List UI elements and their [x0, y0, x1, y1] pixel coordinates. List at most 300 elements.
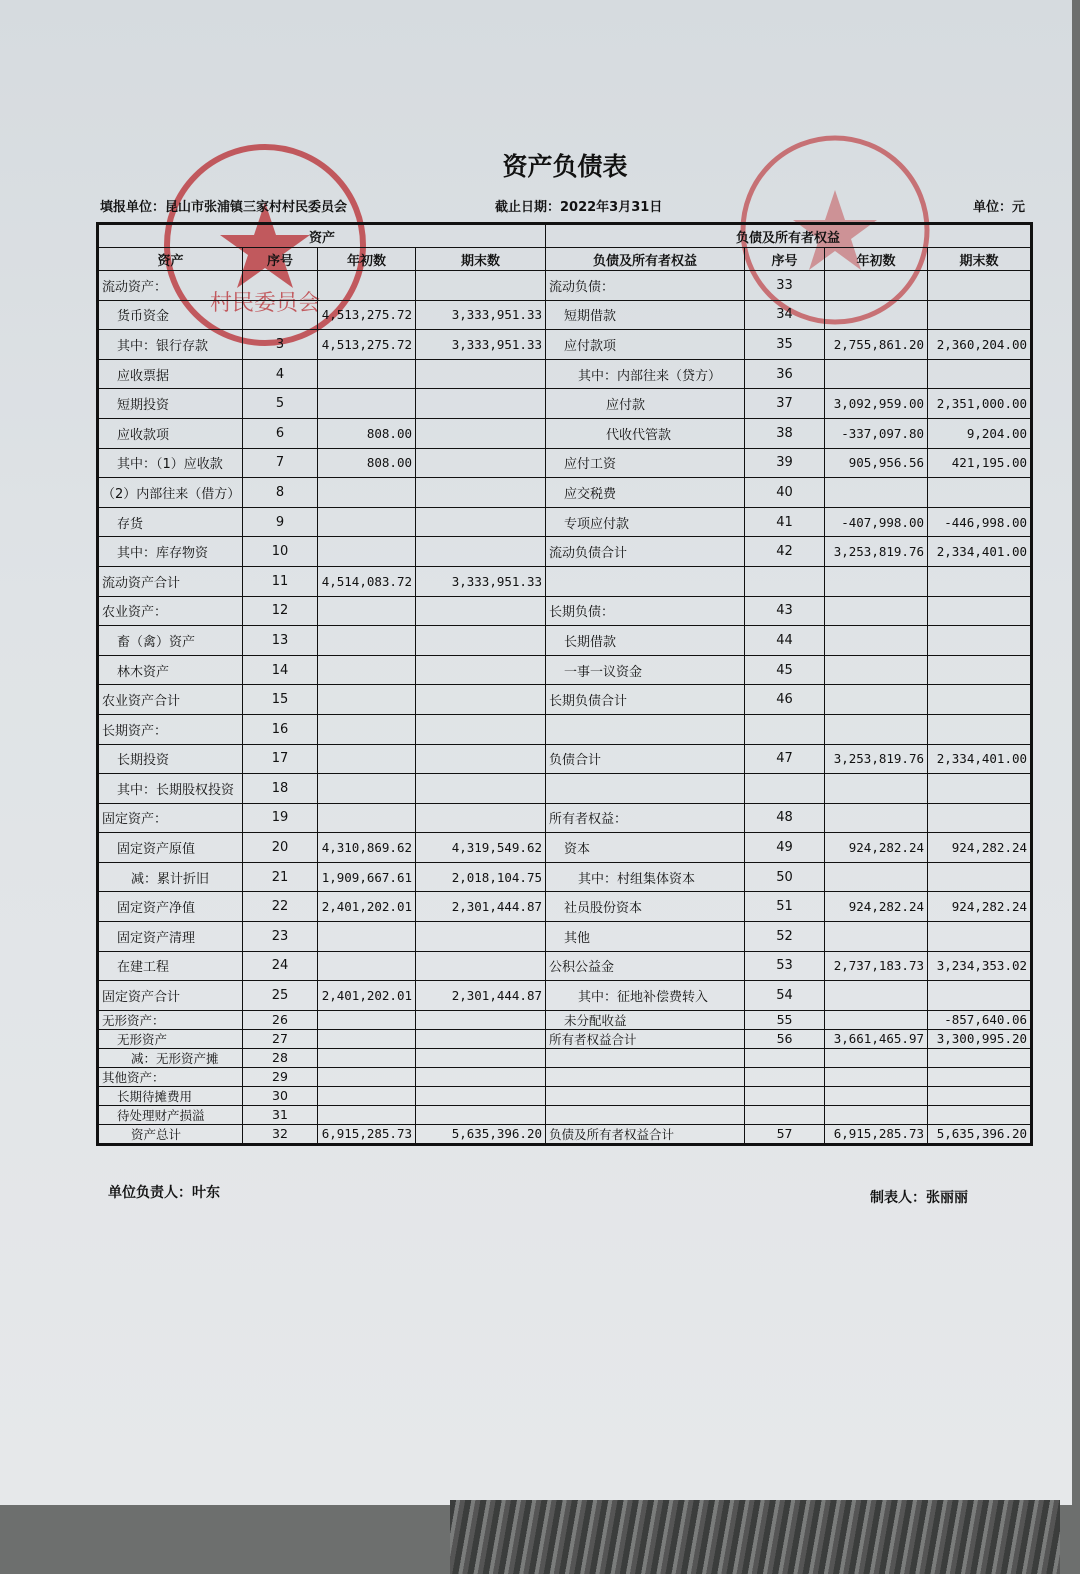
table-row [98, 566, 1032, 596]
liability-seq [745, 1086, 825, 1105]
table-row [98, 1010, 1032, 1029]
asset-name: 减：无形资产摊 [98, 1048, 243, 1067]
table-row [98, 330, 1032, 360]
liability-seq: 47 [745, 744, 825, 774]
asset-name: 减：累计折旧 [98, 862, 243, 892]
asset-begin-value [318, 951, 416, 981]
asset-begin-value [318, 1086, 416, 1105]
asset-name: 其中：库存物资 [98, 537, 243, 567]
liability-seq: 48 [745, 803, 825, 833]
currency-unit: 单位：元 [973, 200, 1026, 215]
asset-name: 农业资产： [98, 596, 243, 626]
liability-begin-value: 3,253,819.76 [825, 537, 928, 567]
liability-name: 流动负债合计 [546, 537, 745, 567]
asset-end-value [416, 478, 546, 508]
asset-name: 其中：（1）应收款 [98, 448, 243, 478]
asset-name: 无形资产： [98, 1010, 243, 1029]
asset-end-value [416, 626, 546, 656]
asset-end-value: 4,319,549.62 [416, 833, 546, 863]
liability-name: 应付款项 [546, 330, 745, 360]
liability-name: 社员股份资本 [546, 892, 745, 922]
liability-name: 长期负债： [546, 596, 745, 626]
asset-seq: 12 [243, 596, 318, 626]
asset-end-value [416, 685, 546, 715]
asset-end-value [416, 1067, 546, 1086]
asset-name: 短期投资 [98, 389, 243, 419]
liability-name: 未分配收益 [546, 1010, 745, 1029]
asset-end-value: 3,333,951.33 [416, 330, 546, 360]
liability-seq: 36 [745, 359, 825, 389]
liability-end-value [928, 1086, 1032, 1105]
asset-seq: 29 [243, 1067, 318, 1086]
asset-name: 流动资产： [98, 271, 243, 301]
table-row [98, 1048, 1032, 1067]
table-row [98, 1124, 1032, 1144]
liability-seq: 42 [745, 537, 825, 567]
liability-seq: 54 [745, 981, 825, 1011]
background-surface [450, 1500, 1060, 1574]
asset-end-value [416, 596, 546, 626]
table-row [98, 951, 1032, 981]
asset-begin-value [318, 271, 416, 301]
liability-begin-value: 3,092,959.00 [825, 389, 928, 419]
asset-seq: 10 [243, 537, 318, 567]
asset-name: 林木资产 [98, 655, 243, 685]
asset-seq: 20 [243, 833, 318, 863]
asset-begin-value [318, 626, 416, 656]
asset-end-value: 3,333,951.33 [416, 566, 546, 596]
asset-begin-value [318, 389, 416, 419]
col-header-end: 期末数 [416, 248, 546, 271]
liability-end-value [928, 981, 1032, 1011]
liability-seq: 43 [745, 596, 825, 626]
table-row [98, 714, 1032, 744]
asset-begin-value [318, 922, 416, 952]
asset-begin-value [318, 685, 416, 715]
liability-seq [745, 566, 825, 596]
asset-name: 资产总计 [98, 1124, 243, 1144]
asset-seq: 13 [243, 626, 318, 656]
assets-group-header: 资产 [98, 224, 546, 248]
asset-name: 固定资产合计 [98, 981, 243, 1011]
liability-end-value [928, 271, 1032, 301]
liability-end-value [928, 922, 1032, 952]
liability-seq: 49 [745, 833, 825, 863]
liability-seq: 41 [745, 507, 825, 537]
asset-end-value [416, 922, 546, 952]
asset-seq: 16 [243, 714, 318, 744]
liability-seq: 52 [745, 922, 825, 952]
asset-seq: 27 [243, 1029, 318, 1048]
asset-name: 长期待摊费用 [98, 1086, 243, 1105]
asset-seq: 31 [243, 1105, 318, 1124]
asset-begin-value: 1,909,667.61 [318, 862, 416, 892]
liability-name [546, 566, 745, 596]
asset-begin-value [318, 1067, 416, 1086]
asset-begin-value [318, 714, 416, 744]
liability-seq [745, 1048, 825, 1067]
asset-end-value [416, 507, 546, 537]
liability-seq: 39 [745, 448, 825, 478]
liability-name: 其中：内部往来（贷方） [546, 359, 745, 389]
liability-seq [745, 1067, 825, 1086]
liability-begin-value [825, 862, 928, 892]
table-row [98, 626, 1032, 656]
liability-name [546, 1067, 745, 1086]
asset-begin-value: 808.00 [318, 448, 416, 478]
asset-seq: 11 [243, 566, 318, 596]
liability-begin-value: 924,282.24 [825, 833, 928, 863]
asset-begin-value [318, 1105, 416, 1124]
asset-end-value [416, 1105, 546, 1124]
asset-name: 固定资产： [98, 803, 243, 833]
asset-name: 畜（禽）资产 [98, 626, 243, 656]
liability-name: 所有者权益： [546, 803, 745, 833]
liability-begin-value [825, 359, 928, 389]
liability-name [546, 774, 745, 804]
table-row [98, 359, 1032, 389]
liability-seq: 37 [745, 389, 825, 419]
asset-name: 其他资产： [98, 1067, 243, 1086]
liability-end-value [928, 1105, 1032, 1124]
asset-begin-value: 4,513,275.72 [318, 300, 416, 330]
table-row [98, 655, 1032, 685]
asset-begin-value: 808.00 [318, 418, 416, 448]
asset-end-value [416, 744, 546, 774]
table-row [98, 685, 1032, 715]
asset-begin-value: 2,401,202.01 [318, 981, 416, 1011]
asset-begin-value: 4,310,869.62 [318, 833, 416, 863]
liability-name: 应付款 [546, 389, 745, 419]
liability-begin-value [825, 478, 928, 508]
asset-begin-value [318, 1048, 416, 1067]
asset-seq: 4 [243, 359, 318, 389]
asset-name: （2）内部往来（借方） [98, 478, 243, 508]
asset-seq [243, 300, 318, 330]
liability-seq: 51 [745, 892, 825, 922]
asset-name: 存货 [98, 507, 243, 537]
liability-begin-value [825, 271, 928, 301]
asset-end-value [416, 1029, 546, 1048]
asset-name: 应收款项 [98, 418, 243, 448]
liability-end-value: 2,334,401.00 [928, 537, 1032, 567]
liability-begin-value [825, 1086, 928, 1105]
asset-seq: 23 [243, 922, 318, 952]
asset-end-value: 2,301,444.87 [416, 981, 546, 1011]
liability-begin-value [825, 981, 928, 1011]
liability-begin-value [825, 774, 928, 804]
liability-name: 所有者权益合计 [546, 1029, 745, 1048]
table-row [98, 507, 1032, 537]
liability-begin-value: 3,253,819.76 [825, 744, 928, 774]
liability-name: 应付工资 [546, 448, 745, 478]
asset-seq: 24 [243, 951, 318, 981]
asset-begin-value: 4,514,083.72 [318, 566, 416, 596]
asset-seq: 18 [243, 774, 318, 804]
liability-seq: 57 [745, 1124, 825, 1144]
table-row [98, 448, 1032, 478]
asset-begin-value [318, 744, 416, 774]
table-row [98, 1067, 1032, 1086]
asset-end-value [416, 389, 546, 419]
table-row [98, 981, 1032, 1011]
liability-seq: 53 [745, 951, 825, 981]
asset-end-value [416, 359, 546, 389]
liability-end-value [928, 1048, 1032, 1067]
liability-begin-value [825, 922, 928, 952]
liability-end-value [928, 300, 1032, 330]
asset-name: 农业资产合计 [98, 685, 243, 715]
cutoff-date: 截止日期：2022年3月31日 [495, 200, 663, 215]
col-header-liabilities: 负债及所有者权益 [546, 248, 745, 271]
liability-name: 负债合计 [546, 744, 745, 774]
table-row [98, 1105, 1032, 1124]
liability-end-value [928, 803, 1032, 833]
asset-seq: 15 [243, 685, 318, 715]
asset-end-value [416, 774, 546, 804]
liability-seq: 46 [745, 685, 825, 715]
asset-name: 货币资金 [98, 300, 243, 330]
asset-seq: 14 [243, 655, 318, 685]
liability-name: 其中：征地补偿费转入 [546, 981, 745, 1011]
col-header-begin-2: 年初数 [825, 248, 928, 271]
asset-end-value [416, 714, 546, 744]
table-row [98, 418, 1032, 448]
liability-seq [745, 774, 825, 804]
asset-name: 流动资产合计 [98, 566, 243, 596]
liability-begin-value [825, 685, 928, 715]
liability-begin-value [825, 714, 928, 744]
balance-sheet-table [96, 222, 1033, 1146]
table-row [98, 1029, 1032, 1048]
reporting-unit: 填报单位：昆山市张浦镇三家村村民委员会 [100, 200, 348, 215]
table-row [98, 537, 1032, 567]
asset-end-value [416, 537, 546, 567]
asset-seq: 28 [243, 1048, 318, 1067]
asset-end-value [416, 655, 546, 685]
asset-end-value [416, 271, 546, 301]
liability-seq: 44 [745, 626, 825, 656]
liability-end-value [928, 596, 1032, 626]
liability-end-value [928, 478, 1032, 508]
liability-begin-value [825, 566, 928, 596]
table-row [98, 271, 1032, 301]
asset-end-value [416, 418, 546, 448]
asset-name: 长期投资 [98, 744, 243, 774]
asset-end-value [416, 803, 546, 833]
liability-end-value: 3,234,353.02 [928, 951, 1032, 981]
asset-name: 长期资产： [98, 714, 243, 744]
col-header-assets: 资产 [98, 248, 243, 271]
table-row [98, 803, 1032, 833]
liability-end-value: -446,998.00 [928, 507, 1032, 537]
asset-begin-value [318, 774, 416, 804]
liability-begin-value: 905,956.56 [825, 448, 928, 478]
asset-seq: 17 [243, 744, 318, 774]
liability-seq: 35 [745, 330, 825, 360]
liability-begin-value: -337,097.80 [825, 418, 928, 448]
asset-begin-value [318, 478, 416, 508]
liability-end-value: 5,635,396.20 [928, 1124, 1032, 1144]
asset-seq: 7 [243, 448, 318, 478]
asset-begin-value [318, 1010, 416, 1029]
asset-begin-value: 6,915,285.73 [318, 1124, 416, 1144]
asset-end-value: 3,333,951.33 [416, 300, 546, 330]
liability-seq [745, 1105, 825, 1124]
liability-name [546, 1086, 745, 1105]
asset-begin-value [318, 507, 416, 537]
asset-end-value [416, 1086, 546, 1105]
table-row [98, 300, 1032, 330]
col-header-end-2: 期末数 [928, 248, 1032, 271]
liability-seq: 50 [745, 862, 825, 892]
liability-begin-value: 3,661,465.97 [825, 1029, 928, 1048]
svg-text:村民委员会: 村民委员会 [209, 291, 321, 316]
liability-end-value [928, 714, 1032, 744]
liabilities-group-header: 负债及所有者权益 [546, 224, 1032, 248]
asset-end-value [416, 448, 546, 478]
liability-begin-value [825, 596, 928, 626]
asset-end-value: 5,635,396.20 [416, 1124, 546, 1144]
liability-end-value [928, 685, 1032, 715]
liability-end-value [928, 626, 1032, 656]
asset-seq: 22 [243, 892, 318, 922]
liability-seq [745, 714, 825, 744]
asset-end-value: 2,018,104.75 [416, 862, 546, 892]
liability-name: 应交税费 [546, 478, 745, 508]
liability-seq: 40 [745, 478, 825, 508]
table-row [98, 744, 1032, 774]
liability-end-value: 924,282.24 [928, 892, 1032, 922]
asset-seq: 25 [243, 981, 318, 1011]
table-row [98, 478, 1032, 508]
asset-name: 固定资产净值 [98, 892, 243, 922]
liability-end-value: 421,195.00 [928, 448, 1032, 478]
asset-begin-value [318, 596, 416, 626]
asset-seq [243, 271, 318, 301]
table-row [98, 596, 1032, 626]
liability-begin-value: 6,915,285.73 [825, 1124, 928, 1144]
asset-name: 在建工程 [98, 951, 243, 981]
liability-end-value [928, 655, 1032, 685]
asset-end-value [416, 951, 546, 981]
table-row [98, 922, 1032, 952]
liability-name: 一事一议资金 [546, 655, 745, 685]
liability-begin-value: 2,737,183.73 [825, 951, 928, 981]
asset-seq: 19 [243, 803, 318, 833]
col-header-seq-2: 序号 [745, 248, 825, 271]
liability-begin-value [825, 1010, 928, 1029]
asset-begin-value [318, 655, 416, 685]
liability-begin-value [825, 626, 928, 656]
liability-name: 公积公益金 [546, 951, 745, 981]
table-row [98, 862, 1032, 892]
liability-name: 资本 [546, 833, 745, 863]
asset-name: 固定资产清理 [98, 922, 243, 952]
liability-end-value: 2,351,000.00 [928, 389, 1032, 419]
asset-seq: 9 [243, 507, 318, 537]
asset-name: 待处理财产损溢 [98, 1105, 243, 1124]
table-row [98, 1086, 1032, 1105]
asset-seq: 6 [243, 418, 318, 448]
liability-end-value: 2,360,204.00 [928, 330, 1032, 360]
preparer: 制表人：张丽丽 [870, 1190, 968, 1206]
liability-begin-value [825, 1067, 928, 1086]
liability-name: 专项应付款 [546, 507, 745, 537]
liability-end-value [928, 774, 1032, 804]
table-row [98, 389, 1032, 419]
asset-begin-value: 2,401,202.01 [318, 892, 416, 922]
liability-end-value: 924,282.24 [928, 833, 1032, 863]
liability-end-value [928, 566, 1032, 596]
liability-name: 短期借款 [546, 300, 745, 330]
asset-seq: 5 [243, 389, 318, 419]
asset-seq: 30 [243, 1086, 318, 1105]
asset-seq: 8 [243, 478, 318, 508]
liability-begin-value: -407,998.00 [825, 507, 928, 537]
liability-begin-value [825, 1048, 928, 1067]
liability-name [546, 1048, 745, 1067]
liability-begin-value [825, 300, 928, 330]
liability-name: 流动负债： [546, 271, 745, 301]
liability-name: 其他 [546, 922, 745, 952]
liability-begin-value [825, 803, 928, 833]
liability-name [546, 714, 745, 744]
asset-end-value [416, 1048, 546, 1067]
liability-name: 负债及所有者权益合计 [546, 1124, 745, 1144]
liability-begin-value [825, 655, 928, 685]
liability-begin-value: 2,755,861.20 [825, 330, 928, 360]
liability-seq: 45 [745, 655, 825, 685]
liability-begin-value: 924,282.24 [825, 892, 928, 922]
asset-begin-value [318, 1029, 416, 1048]
liability-seq: 34 [745, 300, 825, 330]
asset-seq: 32 [243, 1124, 318, 1144]
liability-seq: 38 [745, 418, 825, 448]
table-row [98, 833, 1032, 863]
asset-end-value [416, 1010, 546, 1029]
liability-end-value: -857,640.06 [928, 1010, 1032, 1029]
asset-name: 无形资产 [98, 1029, 243, 1048]
table-row [98, 892, 1032, 922]
table-row [98, 774, 1032, 804]
liability-end-value [928, 1067, 1032, 1086]
responsible-person: 单位负责人：叶东 [108, 1185, 220, 1201]
asset-name: 应收票据 [98, 359, 243, 389]
asset-seq: 3 [243, 330, 318, 360]
liability-name: 其中：村组集体资本 [546, 862, 745, 892]
asset-seq: 21 [243, 862, 318, 892]
liability-end-value: 9,204.00 [928, 418, 1032, 448]
asset-begin-value [318, 359, 416, 389]
liability-name: 长期负债合计 [546, 685, 745, 715]
liability-begin-value [825, 1105, 928, 1124]
liability-seq: 55 [745, 1010, 825, 1029]
asset-seq: 26 [243, 1010, 318, 1029]
asset-begin-value [318, 803, 416, 833]
col-header-seq: 序号 [243, 248, 318, 271]
asset-name: 其中：银行存款 [98, 330, 243, 360]
liability-end-value [928, 359, 1032, 389]
liability-end-value: 3,300,995.20 [928, 1029, 1032, 1048]
asset-name: 固定资产原值 [98, 833, 243, 863]
liability-end-value [928, 862, 1032, 892]
asset-begin-value: 4,513,275.72 [318, 330, 416, 360]
asset-begin-value [318, 537, 416, 567]
page-title: 资产负债表 [502, 152, 628, 181]
asset-name: 其中：长期股权投资 [98, 774, 243, 804]
liability-seq: 56 [745, 1029, 825, 1048]
